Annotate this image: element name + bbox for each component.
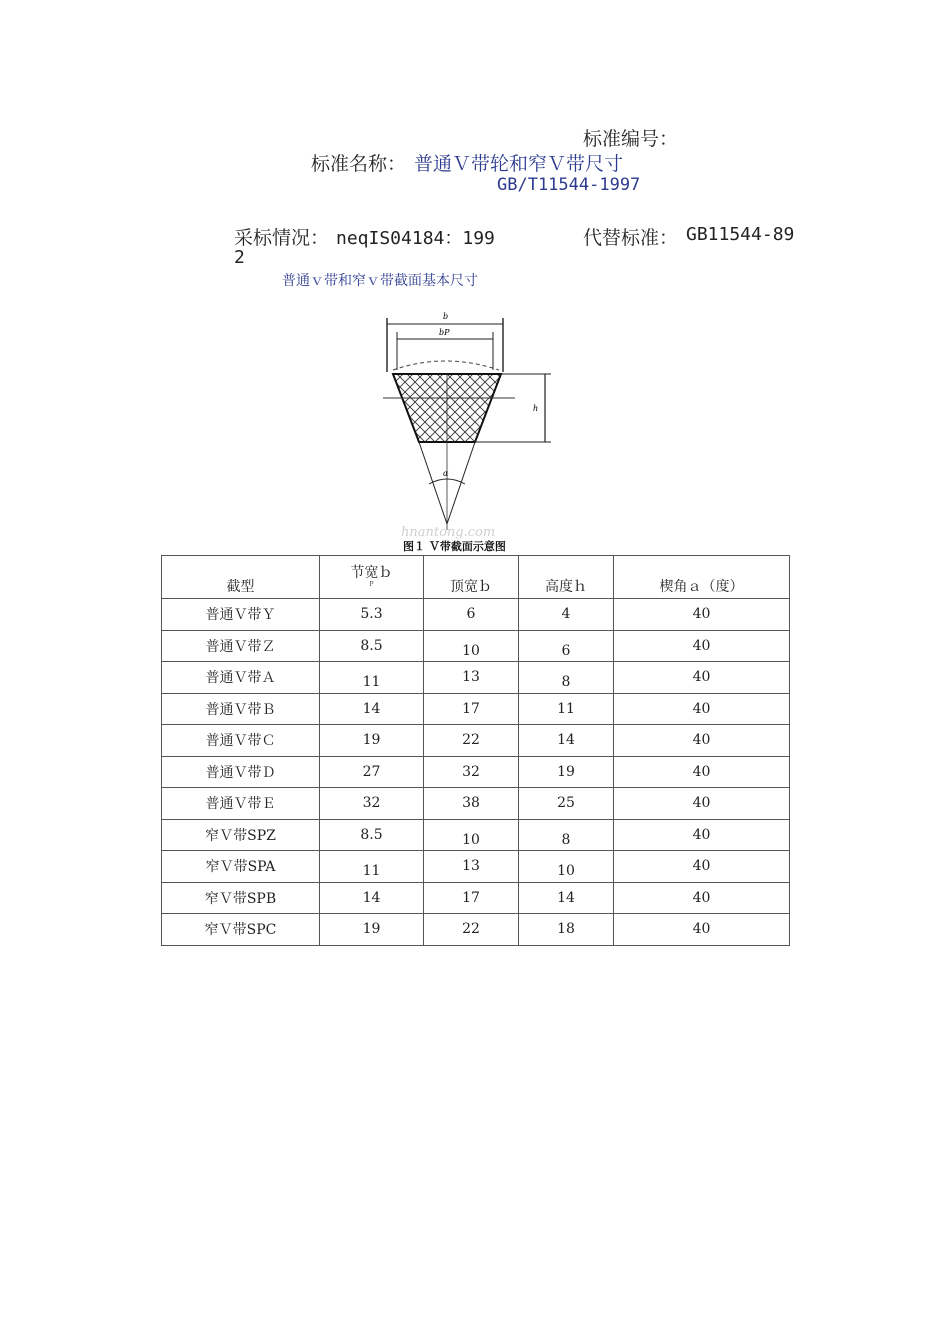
cell-pitch-width: 8.5 — [320, 630, 424, 662]
cell-height: 11 — [519, 693, 614, 725]
label-b: b — [443, 312, 449, 321]
cell-pitch-width: 19 — [320, 914, 424, 946]
cell-angle: 40 — [614, 662, 790, 694]
cell-top-width: 22 — [424, 914, 519, 946]
cell-pitch-width: 8.5 — [320, 819, 424, 851]
standard-code: GB/T11544-1997 — [497, 175, 641, 195]
cell-type: 普通Ｖ带Ａ — [162, 662, 320, 694]
cell-height-value: 6 — [561, 642, 571, 659]
replaces-label: 代替标准： — [583, 227, 679, 249]
cell-angle: 40 — [614, 788, 790, 820]
cell-type: 窄Ｖ带SPB — [162, 882, 320, 914]
table-row — [162, 914, 790, 946]
cell-height: 19 — [519, 756, 614, 788]
cell-angle: 40 — [614, 914, 790, 946]
cell-top-width: 38 — [424, 788, 519, 820]
section-subtitle: 普通ｖ带和窄ｖ带截面基本尺寸 — [282, 273, 478, 289]
cell-top-width: 13 — [424, 662, 519, 694]
table-header-row — [162, 556, 790, 599]
cell-type: 普通Ｖ带Ｄ — [162, 756, 320, 788]
cell-angle: 40 — [614, 819, 790, 851]
watermark-text: hnantong.com — [401, 525, 496, 540]
label-h: h — [533, 404, 539, 413]
label-bp: bP — [439, 328, 450, 337]
cell-height: 4 — [519, 599, 614, 631]
cell-top-width: 17 — [424, 882, 519, 914]
cell-pitch-width: 5.3 — [320, 599, 424, 631]
cell-pitch-width: 19 — [320, 725, 424, 757]
table-row — [162, 630, 790, 662]
cell-top-width: 13 — [424, 851, 519, 883]
cell-type: 普通Ｖ带Ｃ — [162, 725, 320, 757]
cell-type: 普通Ｖ带Ｚ — [162, 630, 320, 662]
cell-pitch-width — [320, 662, 424, 694]
standard-name-label: 标准名称： — [311, 153, 407, 175]
cell-top-width: 17 — [424, 693, 519, 725]
v-belt-cross-section-figure — [375, 312, 575, 554]
figure-caption: 图１ Ｖ带截面示意图 — [403, 540, 506, 553]
header-height: 高度ｈ — [519, 556, 614, 599]
table-row — [162, 756, 790, 788]
cell-top-width-value: 10 — [462, 831, 480, 848]
cell-angle: 40 — [614, 725, 790, 757]
cell-type: 普通Ｖ带Ｅ — [162, 788, 320, 820]
cell-type: 普通Ｖ带Ｙ — [162, 599, 320, 631]
cell-angle: 40 — [614, 630, 790, 662]
header-section-type: 截型 — [162, 556, 320, 599]
cell-height — [519, 819, 614, 851]
cell-angle: 40 — [614, 693, 790, 725]
adoption-value: neqIS04184：199 — [336, 228, 495, 249]
cell-top-width: 32 — [424, 756, 519, 788]
header-wedge-angle: 楔角ａ（度） — [614, 556, 790, 599]
cell-height — [519, 851, 614, 883]
standard-number-label: 标准编号： — [583, 128, 679, 150]
table-row — [162, 819, 790, 851]
cell-height: 25 — [519, 788, 614, 820]
cell-type: 窄Ｖ带SPC — [162, 914, 320, 946]
cell-height-value: 10 — [557, 863, 575, 880]
cell-type: 窄Ｖ带SPZ — [162, 819, 320, 851]
label-alpha: α — [443, 469, 449, 478]
cell-angle: 40 — [614, 851, 790, 883]
cell-height-value: 8 — [561, 674, 571, 691]
cell-angle: 40 — [614, 599, 790, 631]
cell-top-width: 6 — [424, 599, 519, 631]
cell-pitch-width — [320, 851, 424, 883]
cell-top-width-value: 10 — [462, 642, 480, 659]
header-top-width: 顶宽ｂ — [424, 556, 519, 599]
table-row — [162, 882, 790, 914]
table-row — [162, 725, 790, 757]
cell-pitch-width-value: 11 — [362, 863, 381, 880]
cell-height: 18 — [519, 914, 614, 946]
adoption-label: 采标情况： — [234, 227, 330, 249]
header-pitch-width — [320, 556, 424, 599]
cell-pitch-width-value: 11 — [362, 674, 381, 691]
cell-pitch-width: 27 — [320, 756, 424, 788]
cell-type: 窄Ｖ带SPA — [162, 851, 320, 883]
cell-angle: 40 — [614, 756, 790, 788]
cell-pitch-width: 32 — [320, 788, 424, 820]
cell-top-width: 22 — [424, 725, 519, 757]
cell-top-width — [424, 630, 519, 662]
table-row — [162, 599, 790, 631]
adoption-value-continued: 2 — [234, 247, 245, 268]
dimensions-table — [161, 555, 790, 946]
table-row — [162, 788, 790, 820]
cell-height: 14 — [519, 725, 614, 757]
cell-height: 14 — [519, 882, 614, 914]
cell-height — [519, 662, 614, 694]
cell-angle: 40 — [614, 882, 790, 914]
cell-pitch-width: 14 — [320, 693, 424, 725]
table-row — [162, 851, 790, 883]
cell-height — [519, 630, 614, 662]
cell-type: 普通Ｖ带Ｂ — [162, 693, 320, 725]
table-row — [162, 662, 790, 694]
header-pitch-width-subscript: P — [369, 581, 374, 588]
cell-pitch-width: 14 — [320, 882, 424, 914]
cell-top-width — [424, 819, 519, 851]
replaces-value: GB11544-89 — [686, 224, 795, 245]
header-pitch-width-label: 节宽ｂ — [350, 565, 393, 581]
standard-name-value: 普通Ｖ带轮和窄Ｖ带尺寸 — [414, 153, 624, 175]
cell-height-value: 8 — [561, 831, 571, 848]
table-row — [162, 693, 790, 725]
